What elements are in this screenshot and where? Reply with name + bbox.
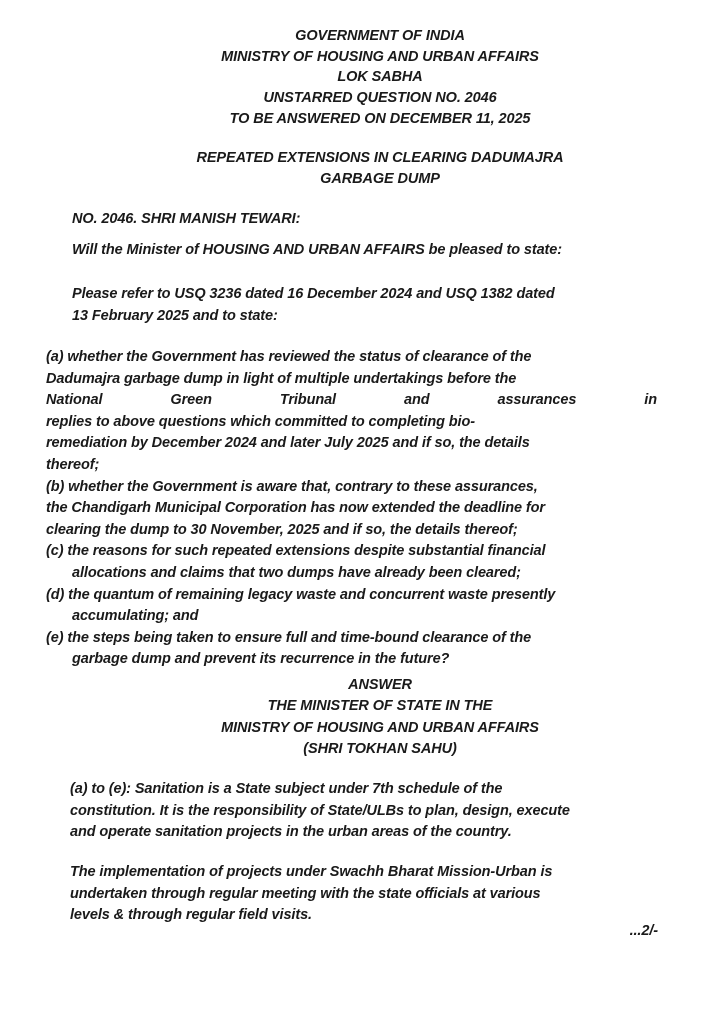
doc-line: Dadumajra garbage dump in light of multiple undertakings before the bbox=[46, 370, 517, 387]
doc-line: (b) whether the Government is aware that, contrary to these assurances, bbox=[46, 478, 538, 495]
doc-line: LOK SABHA bbox=[337, 69, 423, 86]
question-intro-line: Will the Minister of HOUSING AND URBAN AFFAIRS be pleased to state: bbox=[72, 242, 562, 258]
doc-line: Please refer to USQ 3236 dated 16 December 2024 and USQ 1382 dated bbox=[72, 286, 555, 302]
doc-line: replies to above questions which committed to completing bio- bbox=[46, 413, 475, 430]
doc-line: clearing the dump to 30 November, 2025 and if so, the details thereof; bbox=[46, 521, 518, 538]
doc-line: remediation by December 2024 and later July 2025 and if so, the details bbox=[46, 435, 530, 452]
doc-line: accumulating; and bbox=[72, 608, 199, 625]
doc-line: (c) the reasons for such repeated extensions despite substantial financial bbox=[46, 543, 546, 560]
doc-line: garbage dump and prevent its recurrence in the future? bbox=[72, 651, 450, 668]
answer-heading-block bbox=[0, 675, 724, 761]
doc-line: levels & through regular field visits. bbox=[70, 907, 312, 924]
doc-line: (SHRI TOKHAN SAHU) bbox=[303, 741, 457, 758]
doc-line: constitution. It is the responsibility of State/ULBs to plan, design, execute bbox=[70, 802, 570, 819]
doc-line: THE MINISTER OF STATE IN THE bbox=[267, 698, 493, 715]
doc-line: and operate sanitation projects in the urban areas of the country. bbox=[70, 824, 512, 841]
doc-line: thereof; bbox=[46, 456, 100, 473]
doc-line: National Green Tribunal and assurances in bbox=[46, 392, 657, 409]
doc-line: The implementation of projects under Swachh Bharat Mission-Urban is bbox=[70, 864, 553, 880]
doc-line: UNSTARRED QUESTION NO. 2046 bbox=[263, 90, 497, 107]
question-reference bbox=[72, 284, 555, 327]
doc-line: the Chandigarh Municipal Corporation has now extended the deadline for bbox=[46, 500, 545, 517]
doc-line: (a) to (e): Sanitation is a State subject under 7th schedule of the bbox=[70, 781, 503, 797]
question-number-line: NO. 2046. SHRI MANISH TEWARI: bbox=[72, 211, 301, 227]
doc-line: allocations and claims that two dumps have already been cleared; bbox=[72, 564, 521, 581]
doc-line: (d) the quantum of remaining legacy waste and concurrent waste presently bbox=[46, 586, 556, 603]
doc-line: undertaken through regular meeting with the state officials at various bbox=[70, 885, 541, 902]
doc-line: MINISTRY OF HOUSING AND URBAN AFFAIRS bbox=[221, 48, 539, 65]
doc-line: MINISTRY OF HOUSING AND URBAN AFFAIRS bbox=[221, 719, 539, 736]
doc-line: ANSWER bbox=[348, 677, 412, 693]
doc-line: GARBAGE DUMP bbox=[320, 170, 440, 187]
question-items bbox=[46, 347, 657, 671]
answer-paragraph-2 bbox=[70, 862, 552, 927]
page-continuation-marker: ...2/- bbox=[629, 923, 658, 939]
doc-line: (a) whether the Government has reviewed the status of clearance of the bbox=[46, 349, 532, 365]
doc-line: TO BE ANSWERED ON DECEMBER 11, 2025 bbox=[229, 110, 531, 127]
answer-paragraph-1 bbox=[70, 779, 570, 844]
doc-line: REPEATED EXTENSIONS IN CLEARING DADUMAJRA bbox=[196, 150, 564, 166]
doc-line: 13 February 2025 and to state: bbox=[72, 307, 278, 324]
doc-line: (e) the steps being taken to ensure full and time-bound clearance of the bbox=[46, 629, 532, 646]
subject-title bbox=[0, 148, 724, 189]
letterhead bbox=[0, 26, 724, 130]
doc-line: GOVERNMENT OF INDIA bbox=[295, 28, 465, 44]
